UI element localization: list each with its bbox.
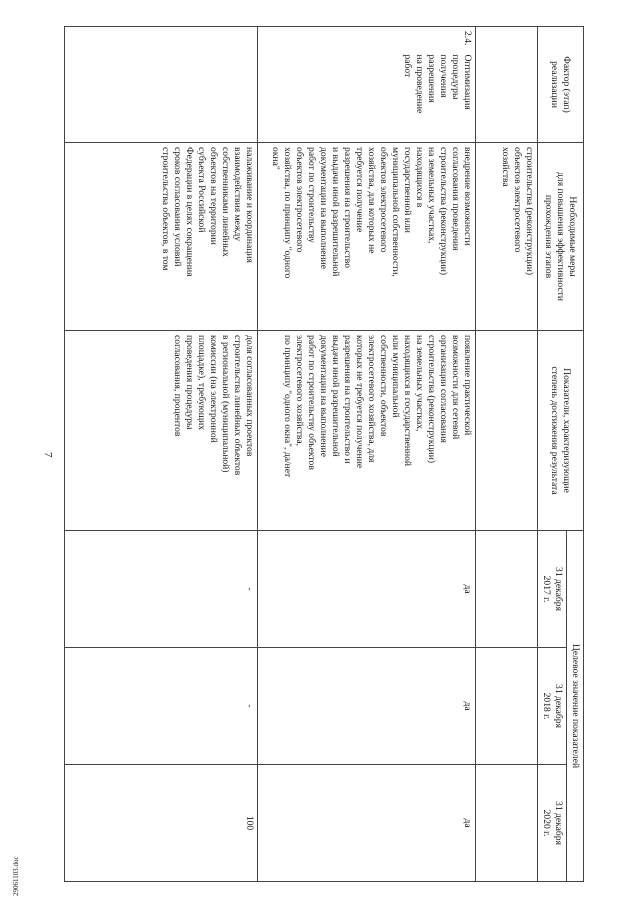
measures-cell: внедрение возможности согласования проведения строительства (реконструкции) на земельных участках, находящихся в государственной или муниципальной собственности, объектов электросетевого хозяйства, для которых не требуется получение разрешения на строительство и выдачи иной разрешительной документации на выполнение работ по строительству объектов электросетевого хозяйства, по принципу "одного окна" [258, 143, 476, 331]
value-2017 [476, 531, 538, 648]
header-2018: 31 декабря 2018 г. [538, 648, 567, 765]
indicators-cell [476, 331, 538, 531]
indicators-cell: доля согласованных проектов строительства линейных объектов в региональной (муниципальной) комиссии (на электронной площадке), требующих проведения процедуры согласования, процентов [65, 331, 258, 531]
table-row [65, 27, 258, 882]
table-row [476, 27, 538, 882]
measures-cell: налаживание и координация взаимодействия между собственниками линейных объектов на территории субъекта Российской Федерации в целях сокращения сроков согласования условий строительства объектов, в том [65, 143, 258, 331]
value-2020: 100 [65, 765, 258, 882]
factor-cell: Оптимизация процедуры получения разрешения на проведение работ [258, 51, 476, 143]
value-2020 [476, 765, 538, 882]
header-indicators: Показатели, характеризующие степень достижения результата [538, 331, 584, 531]
factor-cell [476, 51, 538, 143]
table-row [258, 27, 476, 882]
value-2020: да [258, 765, 476, 882]
value-2017: да [258, 531, 476, 648]
row-number: 2.4. [258, 27, 476, 51]
measures-cell: строительства (реконструкции) объектов электросетевого хозяйства [476, 143, 538, 331]
factor-cell [65, 51, 258, 143]
row-number [476, 27, 538, 51]
header-2017: 31 декабря 2017 г. [538, 531, 567, 648]
value-2018: - [65, 648, 258, 765]
header-measures: Необходимые меры для повышения эффективности прохождения этапов [538, 143, 584, 331]
header-target-values: Целевое значение показателей [567, 531, 584, 882]
page-number: 7 [42, 452, 54, 458]
header-row-1 [567, 27, 584, 882]
row-number [65, 27, 258, 51]
indicators-table [64, 26, 584, 882]
value-2017: - [65, 531, 258, 648]
indicators-cell: появление практической возможности для сетевой организации согласования строительства (реконструкции) на земельных участках, находящихся в государственной или муниципальной собственности, объектов электросетевого хозяйства, для которых не требуется получение разрешения на строительство и выдачи иной разрешительной документации на выполнение работ по строительству объектов электросетевого хозяйства, по принципу "одного окна", да/нет [258, 331, 476, 531]
header-factor: Фактор (этап) реализации [538, 27, 584, 143]
value-2018 [476, 648, 538, 765]
document-id: 2906110З.doc [12, 856, 20, 896]
value-2018: да [258, 648, 476, 765]
header-2020: 31 декабря 2020 г. [538, 765, 567, 882]
